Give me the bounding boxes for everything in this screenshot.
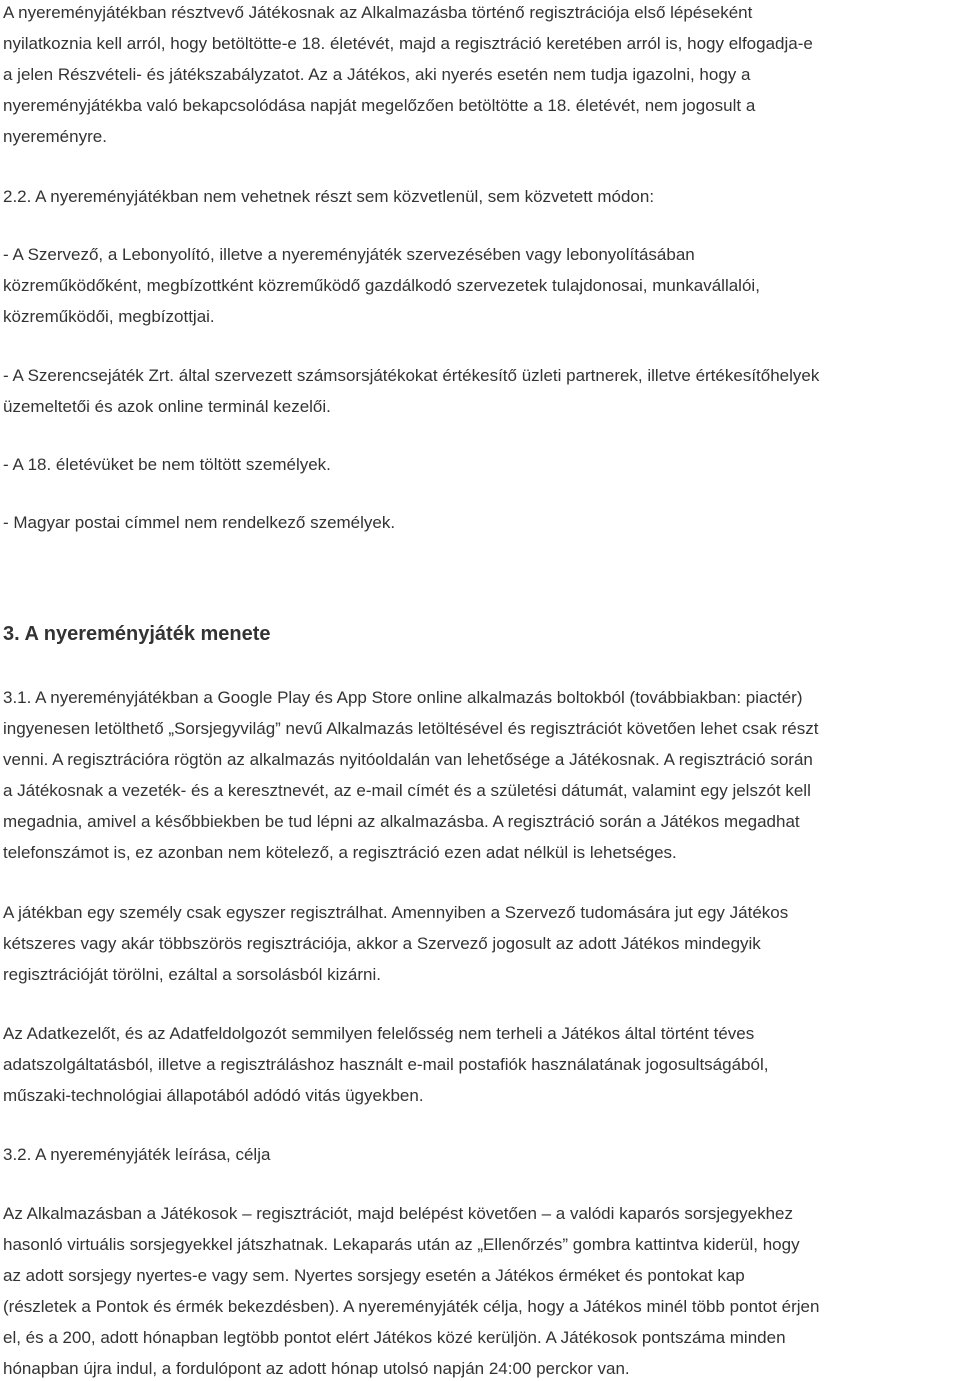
text-line: adatszolgáltatásból, illetve a regisztráláshoz használt e-mail postafiók használatának jogosultságából, — [3, 1055, 769, 1074]
text-line: 3.2. A nyereményjáték leírása, célja — [3, 1145, 271, 1164]
text-line: üzemeltetői és azok online terminál kezelői. — [3, 397, 331, 416]
text-line: A játékban egy személy csak egyszer regisztrálhat. Amennyiben a Szervező tudomására jut egy Játékos — [3, 903, 789, 922]
text-line: Az Adatkezelőt, és az Adatfeldolgozót semmilyen felelősség nem terheli a Játékos által történt téves — [3, 1024, 755, 1043]
text-line: a jelen Részvételi- és játékszabályzatot. Az a Játékos, aki nyerés esetén nem tudja igazolni, hogy a — [3, 65, 751, 84]
text-line: el, és a 200, adott hónapban legtöbb pontot elért Játékos közé kerüljön. A Játékosok pontszáma minden — [3, 1328, 786, 1347]
text-line: az adott sorsjegy nyertes-e vagy sem. Nyertes sorsjegy esetén a Játékos érméket és pontokat kap — [3, 1266, 745, 1285]
text-line: (részletek a Pontok és érmék bekezdésben). A nyereményjáték célja, hogy a Játékos minél több pontot érjen — [3, 1297, 820, 1316]
text-line: közreműködőként, megbízottként közreműködő gazdálkodó szervezetek tulajdonosai, munkavállalói, — [3, 276, 760, 295]
text-line: 2.2. A nyereményjátékban nem vehetnek részt sem közvetlenül, sem közvetett módon: — [3, 187, 655, 206]
text-line: nyereményre. — [3, 127, 107, 146]
text-line: - A Szervező, a Lebonyolító, illetve a nyereményjáték szervezésében vagy lebonyolításában — [3, 245, 695, 264]
text-line: - A Szerencsejáték Zrt. által szervezett számsorsjátékokat értékesítő üzleti partnerek, illetve értékesítőhelyek — [3, 366, 820, 385]
text-line: A nyereményjátékban résztvevő Játékosnak az Alkalmazásba történő regisztrációja első lépéseként — [3, 3, 753, 22]
text-line: Az Alkalmazásban a Játékosok – regisztrációt, majd belépést követően – a valódi kaparós sorsjegyekhez — [3, 1204, 793, 1223]
text-line: telefonszámot is, ez azonban nem kötelező, a regisztráció ezen adat nélkül is lehetséges. — [3, 843, 677, 862]
text-line: venni. A regisztrációra rögtön az alkalmazás nyitóoldalán van lehetősége a Játékosnak. A regisztráció során — [3, 750, 813, 769]
text-line: a Játékosnak a vezeték- és a keresztnevét, az e-mail címét és a születési dátumát, valamint egy jelszót kell — [3, 781, 811, 800]
text-line: - A 18. életévüket be nem töltött személyek. — [3, 455, 331, 474]
text-line: - Magyar postai címmel nem rendelkező személyek. — [3, 513, 396, 532]
text-line: nyilatkoznia kell arról, hogy betöltötte-e 18. életévét, majd a regisztráció keretében arról is, hogy elfogadja-e — [3, 34, 813, 53]
text-line: hasonló virtuális sorsjegyekkel játszhatnak. Lekaparás után az „Ellenőrzés” gombra kattintva kiderül, hogy — [3, 1235, 800, 1254]
text-line: 3.1. A nyereményjátékban a Google Play és App Store online alkalmazás boltokból (továbbiakban: piactér) — [3, 688, 803, 707]
text-line: hónapban újra indul, a fordulópont az adott hónap utolsó napján 24:00 perckor van. — [3, 1359, 630, 1378]
text-line: nyereményjátékba való bekapcsolódása napját megelőzően betöltötte a 18. életévét, nem jogosult a — [3, 96, 756, 115]
text-line: ingyenesen letölthető „Sorsjegyvilág” nevű Alkalmazás letöltésével és regisztrációt követően lehet csak részt — [3, 719, 819, 738]
text-line: megadnia, amivel a későbbiekben be tud lépni az alkalmazásba. A regisztráció során a Játékos megadhat — [3, 812, 800, 831]
text-line: közreműködői, megbízottjai. — [3, 307, 215, 326]
text-line: kétszeres vagy akár többszörös regisztrációja, akkor a Szervező jogosult az adott Játékos mindegyik — [3, 934, 761, 953]
section-title: 3. A nyereményjáték menete — [3, 623, 271, 645]
text-line: regisztrációját törölni, ezáltal a sorsolásból kizárni. — [3, 965, 381, 984]
text-line: műszaki-technológiai állapotából adódó vitás ügyekben. — [3, 1086, 424, 1105]
